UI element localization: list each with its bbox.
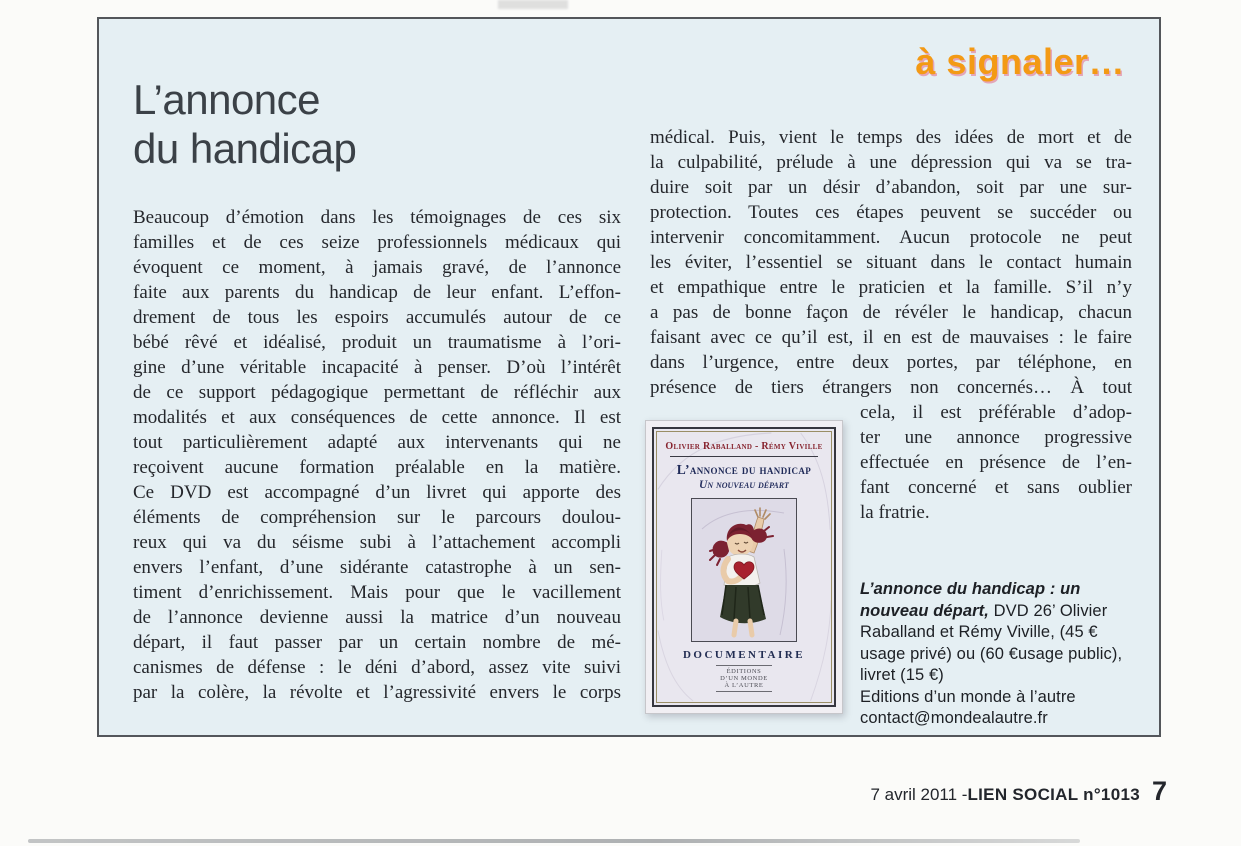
text-line: la fratrie. (860, 502, 930, 523)
cover-illustration (691, 498, 797, 642)
right-column-wrap-lines (860, 400, 1132, 525)
cover-publisher-line3: À L’AUTRE (724, 682, 764, 689)
cover-divider (670, 456, 818, 457)
caption-publisher: Editions d’un monde à l’autre (860, 687, 1076, 706)
text-line: gine d’une véritable incapacité à penser. D’où l’intérêt (133, 357, 621, 378)
text-line: reux qui va du séisme subi à l’attachement accompli (133, 532, 621, 553)
cover-publisher-line1: ÉDITIONS (726, 668, 762, 675)
text-line: éléments de compréhension sur le parcours doulou- (133, 507, 621, 528)
left-column (133, 205, 621, 705)
text-line: évoquent ce moment, à jamais gravé, de l’annonce (133, 257, 621, 278)
caption-body (860, 579, 1138, 687)
section-label: à signaler… (915, 41, 1125, 82)
text-line: protection. Toutes ces étapes peuvent se succéder ou (650, 202, 1132, 223)
text-line: effectuée en présence de l’en- (860, 452, 1132, 473)
text-line: familles et de ces seize professionnels médicaux qui (133, 232, 621, 253)
article-box (97, 17, 1161, 737)
text-line: présence de tiers étrangers non concernés… À tout (650, 377, 1132, 398)
text-line: reçoivent aucune formation préalable en la matière. (133, 457, 621, 478)
footer-magazine: LIEN SOCIAL n°1013 (967, 785, 1140, 804)
footer-page-number: 7 (1151, 776, 1167, 806)
text-line: cela, il est préférable d’adop- (860, 402, 1132, 423)
cover-publisher-line2: D’UN MONDE (720, 675, 768, 682)
cover-title: L’annonce du handicap (676, 462, 812, 477)
text-line: tout particulièrement adapté aux intervenants qui ne (133, 432, 621, 453)
cover-publisher-logo (716, 665, 772, 692)
text-line: a pas de bonne façon de révéler le handicap, chacun (650, 302, 1132, 323)
girl-illustration (692, 499, 796, 641)
article-title-line1: L’annonce (133, 76, 321, 123)
article-title-line2: du handicap (133, 125, 357, 172)
text-line: Beaucoup d’émotion dans les témoignages de ces six (133, 207, 621, 228)
caption-details: DVD 26’ Olivier Raballand et Rémy Viville, (45 € usage privé) ou (60 €usage public), livret (15 €) (860, 601, 1123, 684)
text-line: départ, il faut passer par un certain nombre de mé- (133, 632, 621, 653)
cover-subtitle: Un nouveau départ (699, 479, 789, 491)
dvd-caption (860, 579, 1138, 730)
text-line: dans l’urgence, entre deux portes, par téléphone, en (650, 352, 1132, 373)
text-line: canismes de défense : le déni d’abord, assez vite suivi (133, 657, 621, 678)
caption-title: L’annonce du handicap : un nouveau départ, (860, 580, 1081, 620)
text-line: fant concerné et sans oublier (860, 477, 1132, 498)
text-line: envers l’enfant, d’une sidérante catastrophe à un sen- (133, 557, 621, 578)
text-line: ter une annonce progressive (860, 427, 1132, 448)
dvd-cover-frame (652, 427, 836, 707)
scan-artifact-top (498, 0, 568, 9)
text-line: de ce support pédagogique permettant de réfléchir aux (133, 382, 621, 403)
text-line: timent d’enrichissement. Mais pour que le vacillement (133, 582, 621, 603)
text-line: Ce DVD est accompagné d’un livret qui apporte des (133, 482, 621, 503)
text-line: faisant avec ce qu’il est, il en est de mauvaises : le faire (650, 327, 1132, 348)
text-line: faite aux parents du handicap de leur enfant. L’effon- (133, 282, 621, 303)
text-line: par la colère, la révolte et l’agressivité envers le corps (133, 682, 621, 703)
text-line: la culpabilité, prélude à une dépression qui va se tra- (650, 152, 1132, 173)
cover-genre: DOCUMENTAIRE (682, 649, 806, 661)
text-line: médical. Puis, vient le temps des idées de mort et de (650, 127, 1132, 148)
text-line: bébé rêvé et idéalisé, produit un traumatisme à l’ori- (133, 332, 621, 353)
text-line: et empathique entre le praticien et la famille. S’il n’y (650, 277, 1132, 298)
cover-authors: Olivier Raballand - Rémy Viville (665, 441, 823, 452)
scan-artifact-bottom (28, 839, 1080, 843)
article-title (133, 75, 356, 173)
text-line: les éviter, l’essentiel se situant dans le contact humain (650, 252, 1132, 273)
text-line: de l’annonce devienne aussi la matrice d’un nouveau (133, 607, 621, 628)
text-line: modalités et aux conséquences de cette annonce. Il est (133, 407, 621, 428)
right-column-full-lines (650, 125, 1132, 400)
dvd-cover (645, 420, 843, 714)
page-footer (870, 776, 1167, 807)
text-line: drement de tous les espoirs accumulés autour de ce (133, 307, 621, 328)
caption-contact: contact@mondealautre.fr (860, 709, 1048, 727)
footer-date: 7 avril 2011 - (870, 785, 968, 804)
text-line: duire soit par un désir d’abandon, soit par une sur- (650, 177, 1132, 198)
text-line: intervenir concomitamment. Aucun protocole ne peut (650, 227, 1132, 248)
